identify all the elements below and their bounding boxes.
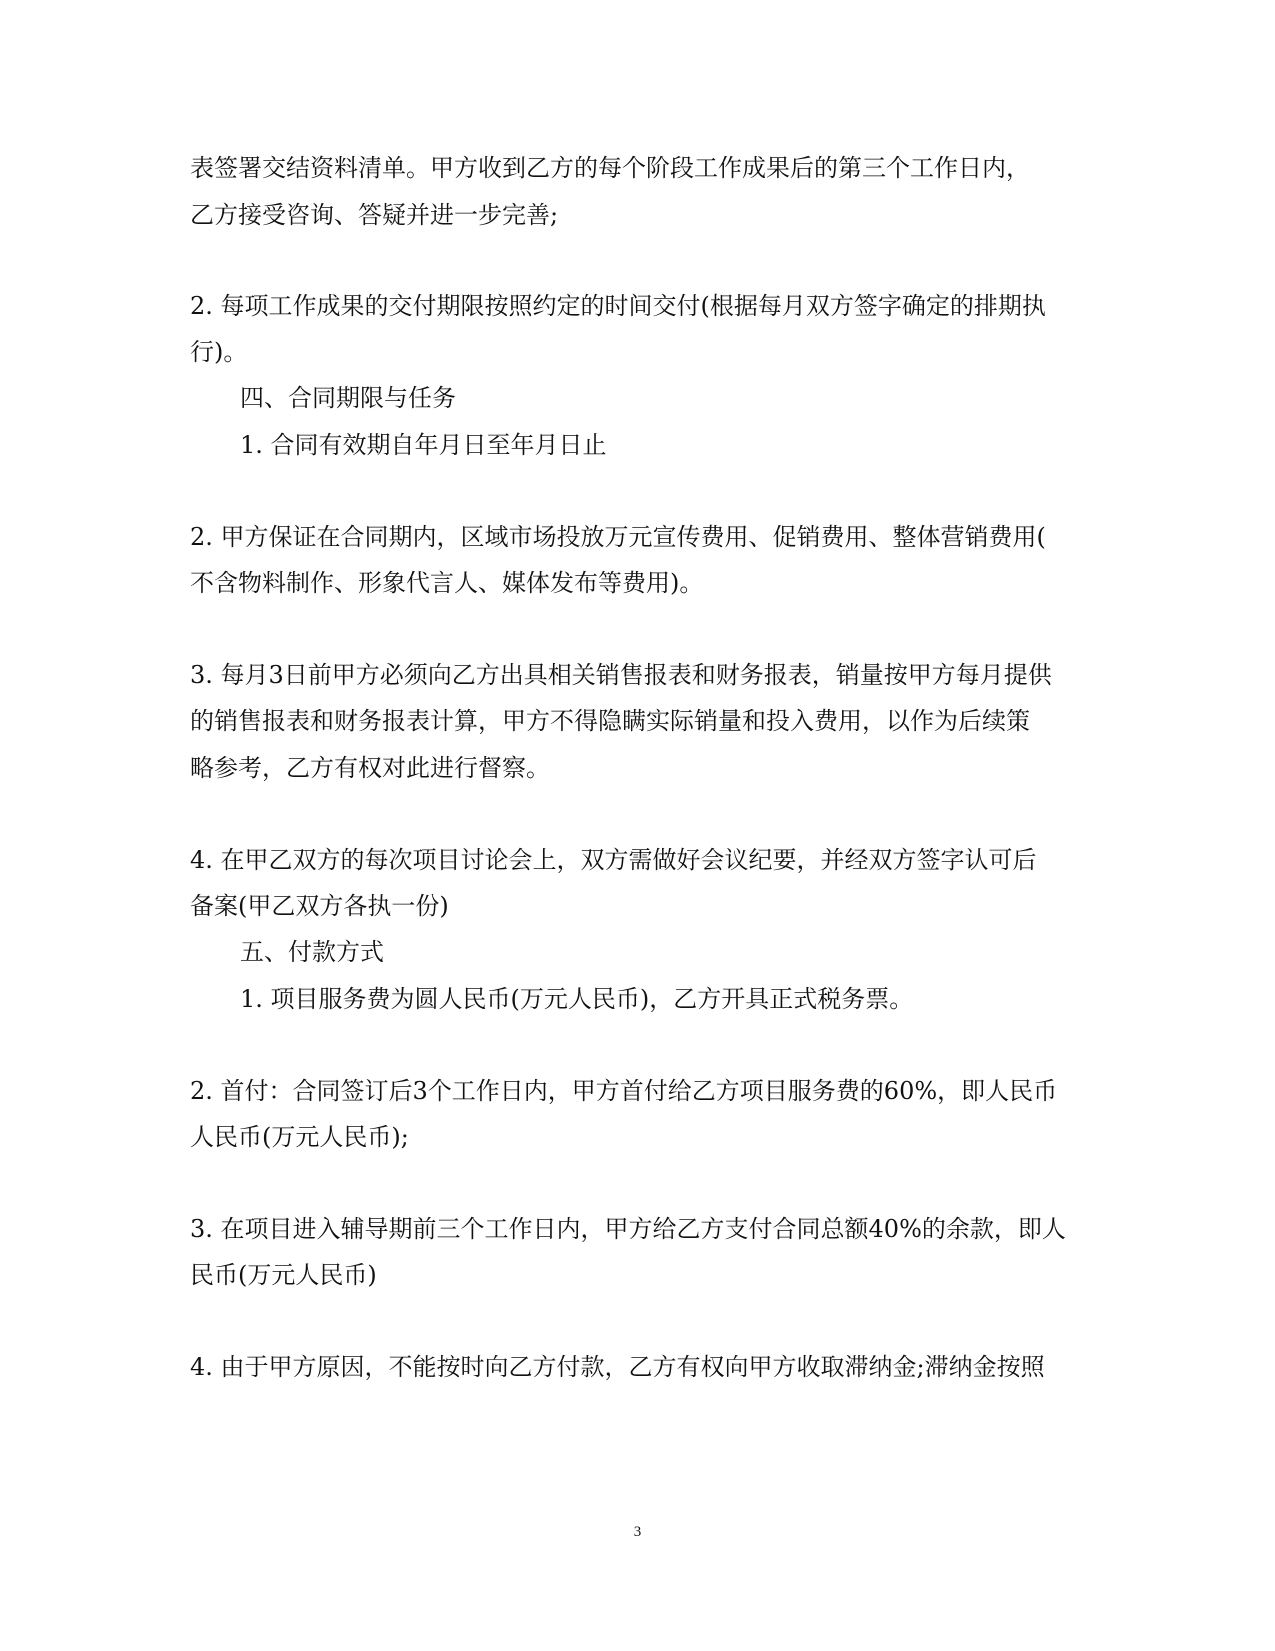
text-line: 略参考，乙方有权对此进行督察。 [190, 754, 550, 782]
text-line: 人民币(万元人民币); [190, 1123, 409, 1151]
text-line: 2. 每项工作成果的交付期限按照约定的时间交付(根据每月双方签字确定的排期执 [190, 292, 1046, 320]
text-line: 乙方接受咨询、答疑并进一步完善; [190, 201, 559, 229]
text-line: 不含物料制作、形象代言人、媒体发布等费用)。 [190, 569, 704, 597]
section-heading: 五、付款方式 [240, 938, 384, 966]
text-line: 行)。 [190, 338, 248, 366]
text-line: 表签署交结资料清单。甲方收到乙方的每个阶段工作成果后的第三个工作日内， [190, 154, 1030, 182]
text-line: 备案(甲乙双方各执一份) [190, 892, 449, 920]
text-line: 4. 由于甲方原因，不能按时向乙方付款，乙方有权向甲方收取滞纳金;滞纳金按照 [190, 1353, 1045, 1381]
text-line: 1. 合同有效期自年月日至年月日止 [240, 431, 607, 459]
text-line: 3. 每月3日前甲方必须向乙方出具相关销售报表和财务报表，销量按甲方每月提供 [190, 661, 1052, 689]
text-line: 1. 项目服务费为圆人民币(万元人民币)，乙方开具正式税务票。 [240, 985, 914, 1013]
text-line: 2. 首付：合同签订后3个工作日内，甲方首付给乙方项目服务费的60%，即人民币 [190, 1077, 1058, 1105]
text-line: 2. 甲方保证在合同期内，区域市场投放万元宣传费用、促销费用、整体营销费用( [190, 523, 1046, 551]
text-line: 4. 在甲乙双方的每次项目讨论会上，双方需做好会议纪要，并经双方签字认可后 [190, 846, 1037, 874]
text-line: 3. 在项目进入辅导期前三个工作日内，甲方给乙方支付合同总额40%的余款，即人 [190, 1215, 1066, 1243]
text-line: 民币(万元人民币) [190, 1261, 377, 1289]
section-heading: 四、合同期限与任务 [240, 384, 456, 412]
page-number: 3 [633, 1524, 642, 1540]
text-line: 的销售报表和财务报表计算，甲方不得隐瞒实际销量和投入费用，以作为后续策 [190, 707, 1030, 735]
